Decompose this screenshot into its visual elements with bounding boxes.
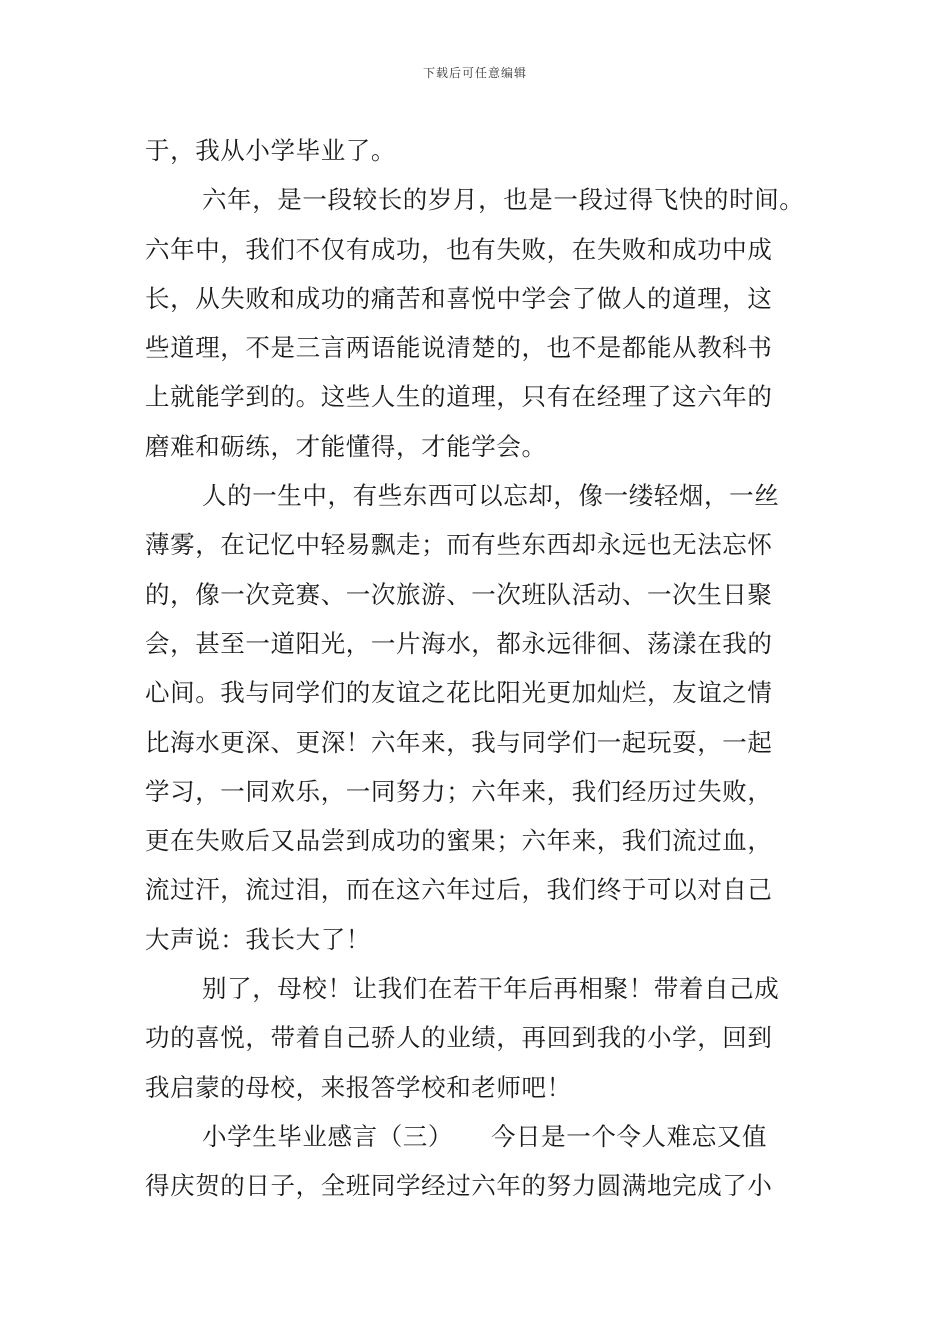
text-line: 流过汗，流过泪，而在这六年过后，我们终于可以对自己 [145, 875, 773, 905]
text-line: 功的喜悦，带着自己骄人的业绩，再回到我的小学，回到 [145, 1023, 773, 1053]
text-line: 六年中，我们不仅有成功，也有失败，在失败和成功中成 [145, 234, 773, 264]
text-line: 心间。我与同学们的友谊之花比阳光更加灿烂，友谊之情 [145, 678, 773, 708]
text-line: 磨难和砺练，才能懂得，才能学会。 [145, 431, 547, 461]
paragraph-start-line: 六年，是一段较长的岁月，也是一段过得飞快的时间。 [202, 185, 805, 215]
paragraph-start-line: 别了，母校！让我们在若干年后再相聚！带着自己成 [202, 974, 780, 1004]
text-line: 于，我从小学毕业了。 [145, 136, 396, 165]
page-header: 下载后可任意编辑 [422, 66, 527, 80]
text-line: 会，甚至一道阳光，一片海水，都永远徘徊、荡漾在我的 [145, 628, 773, 658]
text-line: 些道理，不是三言两语能说清楚的，也不是都能从教科书 [145, 333, 773, 363]
paragraph-start-line: 人的一生中，有些东西可以忘却，像一缕轻烟，一丝 [202, 481, 780, 511]
text-line: 学习，一同欢乐，一同努力；六年来，我们经历过失败， [145, 776, 773, 806]
document-body [145, 126, 825, 1211]
text-line: 更在失败后又品尝到成功的蜜果；六年来，我们流过血， [145, 826, 773, 856]
paragraph-start-line: 小学生毕业感言（三） 今日是一个令人难忘又值 [202, 1121, 768, 1151]
text-line: 我启蒙的母校，来报答学校和老师吧！ [145, 1072, 572, 1102]
text-line: 上就能学到的。这些人生的道理，只有在经理了这六年的 [145, 382, 773, 412]
text-line: 薄雾，在记忆中轻易飘走；而有些东西却永远也无法忘怀 [145, 530, 773, 560]
text-line: 长，从失败和成功的痛苦和喜悦中学会了做人的道理，这 [145, 283, 773, 313]
text-line: 大声说：我长大了！ [145, 924, 371, 954]
text-line: 的，像一次竞赛、一次旅游、一次班队活动、一次生日聚 [145, 579, 773, 609]
text-line: 比海水更深、更深！六年来，我与同学们一起玩耍，一起 [145, 727, 773, 757]
text-line: 得庆贺的日子，全班同学经过六年的努力圆满地完成了小 [145, 1171, 773, 1201]
